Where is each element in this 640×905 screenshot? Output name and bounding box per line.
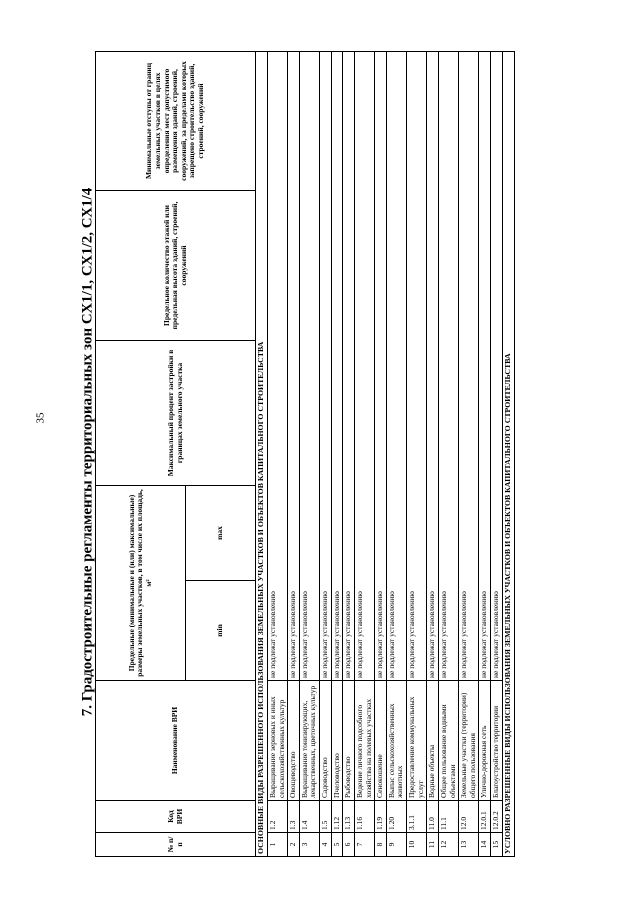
header-min: min — [186, 581, 256, 681]
row-code: 1.4 — [299, 801, 319, 833]
row-num: 3 — [299, 833, 319, 857]
table-row — [320, 51, 332, 856]
row-value: не подлежат установлению — [427, 51, 439, 680]
header-setbacks: Минимальные отступы от границ земельных участков в целях определения мест допустимого размещения зданий, строений, сооружений, за пределами которых запрещено строительство зданий, строений, сооружений — [96, 51, 256, 190]
row-name: Пчеловодство — [331, 681, 343, 801]
table-row — [299, 51, 319, 856]
row-num: 14 — [479, 833, 491, 857]
header-name: Наименование ВРИ — [96, 681, 256, 801]
section-main: ОСНОВНЫЕ ВИДЫ РАЗРЕШЕННОГО ИСПОЛЬЗОВАНИЯ ЗЕМЕЛЬНЫХ УЧАСТКОВ И ОБЪЕКТОВ КАПИТАЛЬНОГО СТРОИТЕЛЬСТВА — [256, 51, 268, 856]
header-code: Код ВРИ — [96, 801, 256, 833]
row-code: 1.16 — [354, 801, 374, 833]
row-num: 12 — [438, 833, 458, 857]
table-row — [386, 51, 406, 856]
regulations-table-container — [95, 52, 620, 857]
row-name: Благоустройство территории — [491, 681, 503, 801]
table-row — [438, 51, 458, 856]
row-name: Сенокошение — [375, 681, 387, 801]
row-code: 1.2 — [267, 801, 287, 833]
table-row — [427, 51, 439, 856]
section-row-conditional — [502, 51, 514, 856]
row-value: не подлежат установлению — [343, 51, 355, 680]
row-num: 5 — [331, 833, 343, 857]
section-row-main — [256, 51, 268, 856]
row-name: Ведение личного подсобного хозяйства на полевых участках — [354, 681, 374, 801]
row-name: Улично-дорожная сеть — [479, 681, 491, 801]
row-value: не подлежат установлению — [479, 51, 491, 680]
row-num: 4 — [320, 833, 332, 857]
table-row — [479, 51, 491, 856]
row-value: не подлежат установлению — [459, 51, 479, 680]
row-value: не подлежат установлению — [438, 51, 458, 680]
header-sizes: Предельные (минимальные и (или) максимальные) размеры земельных участков, в том числе их площадь, м² — [96, 485, 186, 680]
row-code: 3.1.1 — [407, 801, 427, 833]
row-num: 9 — [386, 833, 406, 857]
row-name: Выращивание тонизирующих, лекарственных, цветочных культур — [299, 681, 319, 801]
row-code: 1.20 — [386, 801, 406, 833]
row-num: 15 — [491, 833, 503, 857]
section-conditional: УСЛОВНО РАЗРЕШЕННЫЕ ВИДЫ ИСПОЛЬЗОВАНИЯ ЗЕМЕЛЬНЫХ УЧАСТКОВ И ОБЪЕКТОВ КАПИТАЛЬНОГО СТРОИТЕЛЬСТВА — [502, 51, 514, 856]
table-row — [354, 51, 374, 856]
row-num: 6 — [343, 833, 355, 857]
row-name: Выпас сельскохозяйственных животных — [386, 681, 406, 801]
document-title: 7. Градостроительные регламенты территориальных зон СХ1/1, СХ1/2, СХ1/4 — [79, 187, 96, 717]
row-code: 1.5 — [320, 801, 332, 833]
table-row — [288, 51, 300, 856]
header-num: № п/п — [96, 833, 256, 857]
row-name: Выращивание зерновых и иных сельскохозяйственных культур — [267, 681, 287, 801]
row-num: 8 — [375, 833, 387, 857]
header-floors: Предельное количество этажей или предельная высота зданий, строений, сооружений — [96, 190, 256, 340]
row-name: Общее пользование водными объектами — [438, 681, 458, 801]
page-number: 35 — [34, 412, 47, 424]
table-row — [459, 51, 479, 856]
row-code: 12.0.1 — [479, 801, 491, 833]
row-value: не подлежат установлению — [407, 51, 427, 680]
row-code: 11.1 — [438, 801, 458, 833]
row-code: 1.3 — [288, 801, 300, 833]
row-code: 12.0 — [459, 801, 479, 833]
row-value: не подлежат установлению — [354, 51, 374, 680]
row-code: 1.12 — [331, 801, 343, 833]
row-value: не подлежат установлению — [491, 51, 503, 680]
table-row — [491, 51, 503, 856]
header-percent: Максимальный процент застройки в границах земельного участка — [96, 340, 256, 485]
row-value: не подлежат установлению — [267, 51, 287, 680]
row-name: Рыбоводство — [343, 681, 355, 801]
row-value: не подлежат установлению — [331, 51, 343, 680]
table-row — [407, 51, 427, 856]
row-name: Водные объекты — [427, 681, 439, 801]
row-name: Овощеводство — [288, 681, 300, 801]
row-num: 10 — [407, 833, 427, 857]
row-code: 12.0.2 — [491, 801, 503, 833]
header-row — [96, 51, 186, 856]
row-name: Садоводство — [320, 681, 332, 801]
table-row — [331, 51, 343, 856]
row-num: 1 — [267, 833, 287, 857]
row-value: не подлежат установлению — [375, 51, 387, 680]
row-value: не подлежат установлению — [386, 51, 406, 680]
row-num: 7 — [354, 833, 374, 857]
header-max: max — [186, 485, 256, 580]
row-code: 1.19 — [375, 801, 387, 833]
row-name: Земельные участки (территории) общего пользования — [459, 681, 479, 801]
row-value: не подлежат установлению — [288, 51, 300, 680]
table-row — [343, 51, 355, 856]
row-num: 2 — [288, 833, 300, 857]
row-code: 1.13 — [343, 801, 355, 833]
row-name: Предоставление коммунальных услуг — [407, 681, 427, 801]
row-num: 11 — [427, 833, 439, 857]
table-row — [267, 51, 287, 856]
table-row — [375, 51, 387, 856]
regulations-table — [95, 51, 515, 857]
row-num: 13 — [459, 833, 479, 857]
row-code: 11.0 — [427, 801, 439, 833]
row-value: не подлежат установлению — [320, 51, 332, 680]
row-value: не подлежат установлению — [299, 51, 319, 680]
